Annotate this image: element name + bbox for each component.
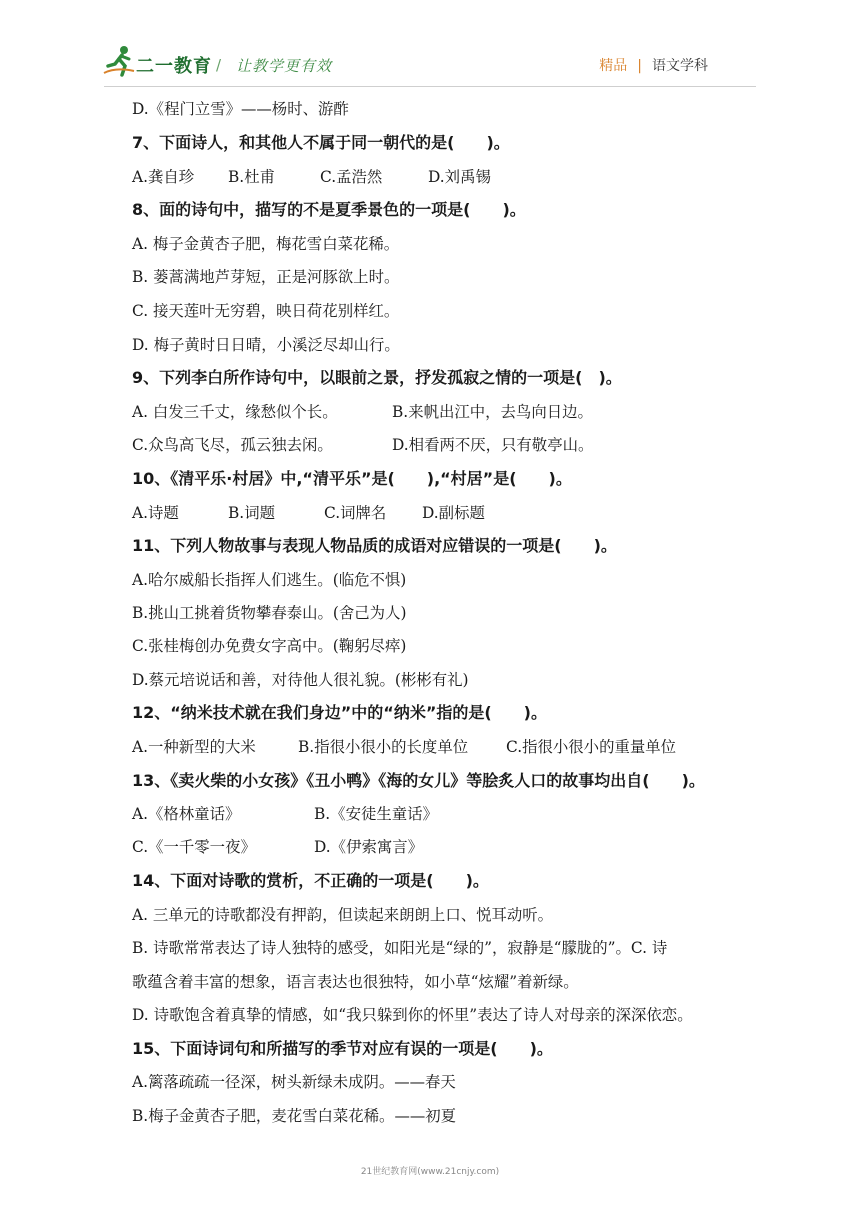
header-rule: [104, 86, 756, 87]
answer-option: C.词牌名: [324, 504, 387, 522]
answer-option: B. 蒌蒿满地芦芽短，正是河豚欲上时。: [132, 268, 400, 286]
brand-logo: [102, 44, 212, 84]
page-footer: 21世纪教育网(www.21cnjy.com): [360, 1167, 500, 1177]
answer-option: A.诗题: [132, 504, 179, 522]
question-stem: 10、《清平乐·村居》中,“清平乐”是( ),“村居”是( )。: [132, 469, 572, 488]
answer-option: A.哈尔威船长指挥人们逃生。(临危不惧): [132, 571, 407, 589]
answer-option: B.杜甫: [228, 168, 275, 186]
brand-name: 二一教育: [136, 56, 212, 77]
answer-option: C. 接天莲叶无穷碧，映日荷花别样红。: [132, 302, 400, 320]
answer-option: B.梅子金黄杏子肥，麦花雪白菜花稀。——初夏: [132, 1107, 457, 1125]
question-stem: 13、《卖火柴的小女孩》《丑小鸭》《海的女儿》等脍炙人口的故事均出自( )。: [132, 771, 705, 790]
answer-option: A. 三单元的诗歌都没有押韵，但读起来朗朗上口、悦耳动听。: [132, 906, 554, 924]
answer-option: C.《一千零一夜》: [132, 838, 256, 856]
answer-option: B.《安徒生童话》: [314, 805, 438, 823]
answer-option: A. 白发三千丈，缘愁似个长。: [132, 403, 338, 421]
question-stem: 15、下面诗词句和所描写的季节对应有误的一项是( )。: [132, 1039, 553, 1058]
answer-option: C.孟浩然: [320, 168, 383, 186]
answer-option: B.词题: [228, 504, 275, 522]
answer-option: D.《伊索寓言》: [314, 838, 424, 856]
answer-option: A.龚自珍: [132, 168, 195, 186]
answer-option: B.挑山工挑着货物攀春泰山。(舍己为人): [132, 604, 407, 622]
answer-option: C.指很小很小的重量单位: [506, 738, 677, 756]
header-separator: |: [637, 58, 642, 74]
question-stem: 9、下列李白所作诗句中，以眼前之景，抒发孤寂之情的一项是( )。: [132, 368, 622, 387]
answer-option: A.篱落疏疏一径深，树头新绿未成阴。——春天: [132, 1073, 456, 1091]
answer-option: B.指很小很小的长度单位: [298, 738, 469, 756]
question-stem: 14、下面对诗歌的赏析，不正确的一项是( )。: [132, 871, 489, 890]
answer-option: D.《程门立雪》——杨时、游酢: [132, 100, 349, 118]
premium-label: 精品: [599, 58, 628, 74]
answer-option: C.张桂梅创办免费女字高中。(鞠躬尽瘁): [132, 637, 407, 655]
header-right: [599, 55, 708, 75]
brand-slogan: 让教学更有效: [236, 57, 333, 75]
answer-option: B. 诗歌常常表达了诗人独特的感受，如阳光是“绿的”，寂静是“朦胧的”。C. 诗: [132, 939, 668, 957]
question-stem: 12、“纳米技术就在我们身边”中的“纳米”指的是( )。: [132, 703, 547, 722]
runner-logo-icon: [102, 44, 136, 78]
answer-option: B.来帆出江中，去鸟向日边。: [392, 403, 593, 421]
answer-option: D. 梅子黄时日日晴，小溪泛尽却山行。: [132, 336, 400, 354]
answer-option: 歌蕴含着丰富的想象，语言表达也很独特，如小草“炫耀”着新绿。: [132, 973, 579, 991]
page-header: [0, 0, 860, 92]
answer-option: A. 梅子金黄杏子肥，梅花雪白菜花稀。: [132, 235, 400, 253]
subject-label: 语文学科: [652, 58, 708, 74]
answer-option: D.刘禹锡: [428, 168, 491, 186]
answer-option: A.一种新型的大米: [132, 738, 256, 756]
answer-option: C.众鸟高飞尽，孤云独去闲。: [132, 436, 333, 454]
header-divider: /: [216, 56, 222, 74]
question-stem: 11、下列人物故事与表现人物品质的成语对应错误的一项是( )。: [132, 536, 617, 555]
question-stem: 8、面的诗句中，描写的不是夏季景色的一项是( )。: [132, 200, 526, 219]
question-stem: 7、下面诗人，和其他人不属于同一朝代的是( )。: [132, 133, 510, 152]
answer-option: D.蔡元培说话和善，对待他人很礼貌。(彬彬有礼): [132, 671, 469, 689]
answer-option: D.副标题: [422, 504, 485, 522]
answer-option: A.《格林童话》: [132, 805, 241, 823]
answer-option: D. 诗歌饱含着真挚的情感，如“我只躲到你的怀里”表达了诗人对母亲的深深依恋。: [132, 1006, 693, 1024]
answer-option: D.相看两不厌，只有敬亭山。: [392, 436, 594, 454]
